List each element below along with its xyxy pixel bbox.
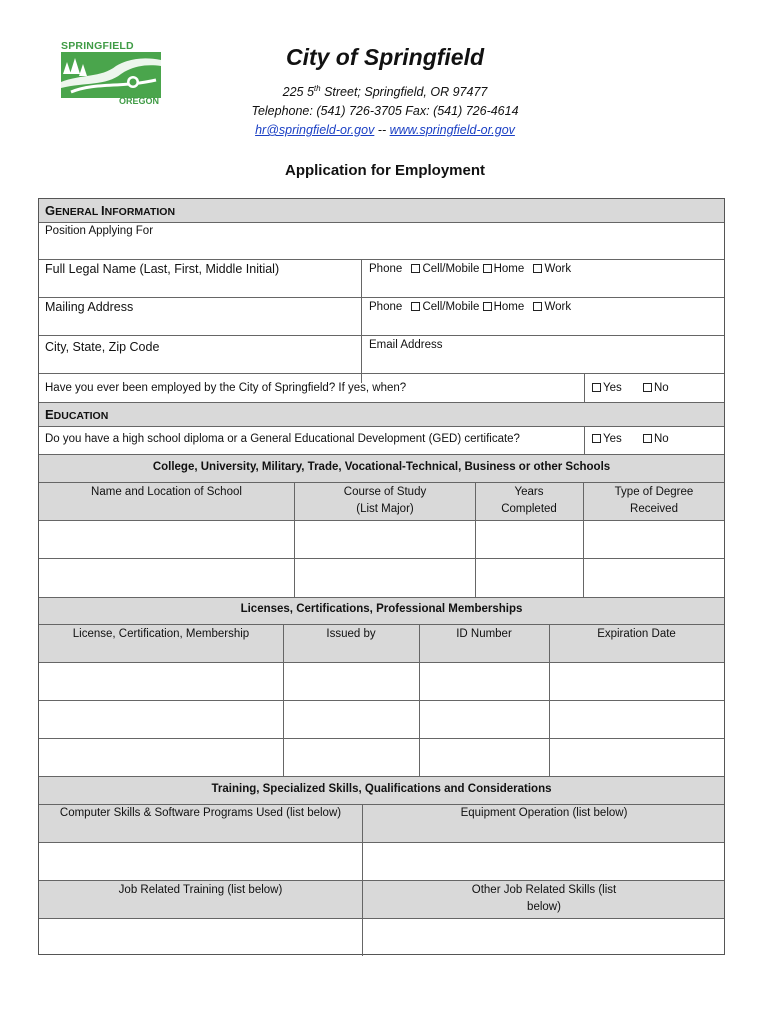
full-name-label: Full Legal Name (Last, First, Middle Initial)	[45, 262, 280, 276]
license-row[interactable]	[39, 662, 724, 700]
school-col-degree: Type of Degree Received	[614, 486, 694, 515]
training-col-computer-skills: Computer Skills & Software Programs Used (list below)	[59, 807, 342, 819]
training-table-title: Training, Specialized Skills, Qualifications and Considerations	[211, 783, 552, 795]
employed-yes-checkbox[interactable]	[592, 383, 601, 392]
computer-skills-field[interactable]	[39, 842, 362, 880]
license-col-id: ID Number	[456, 628, 512, 640]
full-name-field[interactable]	[39, 259, 361, 297]
phone2-home-checkbox[interactable]	[483, 302, 492, 311]
school-col-name: Name and Location of School	[91, 486, 242, 498]
street-address: 225 5th Street; Springfield, OR 97477	[282, 84, 488, 100]
employed-yes-option: Yes	[592, 382, 622, 394]
employed-no-option: No	[643, 382, 669, 394]
telephone-line: Telephone: (541) 726-3705 Fax: (541) 726-4614	[251, 104, 519, 118]
mailing-address-label: Mailing Address	[45, 300, 134, 314]
ged-yes-checkbox[interactable]	[592, 434, 601, 443]
logo-bottom-text: OREGON	[119, 96, 160, 106]
ged-no-option: No	[643, 433, 669, 445]
logo-top-text: SPRINGFIELD	[61, 40, 134, 52]
training-col-other-skills: Other Job Related Skills (list below)	[471, 884, 617, 913]
general-information-heading: GENERAL INFORMATION	[45, 203, 176, 218]
email-link[interactable]: hr@springfield-or.gov	[255, 123, 375, 137]
ged-question: Do you have a high school diploma or a General Educational Development (GED) certificate?	[45, 433, 520, 445]
employed-question: Have you ever been employed by the City of Springfield? If yes, when?	[45, 382, 407, 394]
position-field-label: Position Applying For	[45, 225, 154, 237]
phone1-work-checkbox[interactable]	[533, 264, 542, 273]
website-link[interactable]: www.springfield-or.gov	[389, 123, 515, 137]
school-col-course: Course of Study (List Major)	[343, 486, 427, 515]
training-col-equipment: Equipment Operation (list below)	[460, 807, 628, 819]
school-row[interactable]	[39, 520, 724, 558]
license-row[interactable]	[39, 738, 724, 776]
ged-no-checkbox[interactable]	[643, 434, 652, 443]
page-title: City of Springfield	[285, 44, 485, 70]
schools-table-title: College, University, Military, Trade, Vocational-Technical, Business or other Schools	[152, 461, 611, 473]
license-col-name: License, Certification, Membership	[72, 628, 250, 640]
phone-1-row: Phone Cell/Mobile Home Work	[369, 263, 572, 275]
education-section-header	[39, 402, 724, 426]
employed-no-checkbox[interactable]	[643, 383, 652, 392]
email-address-field[interactable]	[361, 335, 724, 373]
licenses-table-title: Licenses, Certifications, Professional Memberships	[240, 603, 523, 615]
job-training-field[interactable]	[39, 918, 362, 955]
education-heading: EDUCATION	[45, 407, 109, 422]
form-title: Application for Employment	[284, 162, 485, 179]
phone2-work-checkbox[interactable]	[533, 302, 542, 311]
phone-2-row: Phone Cell/Mobile Home Work	[369, 301, 572, 313]
ged-yes-option: Yes	[592, 433, 622, 445]
other-skills-field[interactable]	[362, 918, 724, 955]
mailing-address-field[interactable]	[39, 297, 361, 335]
phone1-cell-checkbox[interactable]	[411, 264, 420, 273]
contact-links: hr@springfield-or.gov -- www.springfield-or.gov	[255, 123, 515, 137]
equipment-operation-field[interactable]	[362, 842, 724, 880]
application-form	[38, 198, 725, 955]
city-state-zip-field[interactable]	[39, 335, 361, 373]
license-col-expiration: Expiration Date	[597, 628, 676, 640]
phone1-home-checkbox[interactable]	[483, 264, 492, 273]
position-field[interactable]	[39, 222, 724, 259]
license-col-issued: Issued by	[326, 628, 376, 640]
email-address-label: Email Address	[369, 339, 443, 351]
training-col-job-training: Job Related Training (list below)	[118, 884, 283, 896]
city-state-zip-label: City, State, Zip Code	[45, 340, 160, 354]
phone2-cell-checkbox[interactable]	[411, 302, 420, 311]
license-row[interactable]	[39, 700, 724, 738]
school-row[interactable]	[39, 558, 724, 597]
school-col-years: Years Completed	[501, 486, 557, 515]
